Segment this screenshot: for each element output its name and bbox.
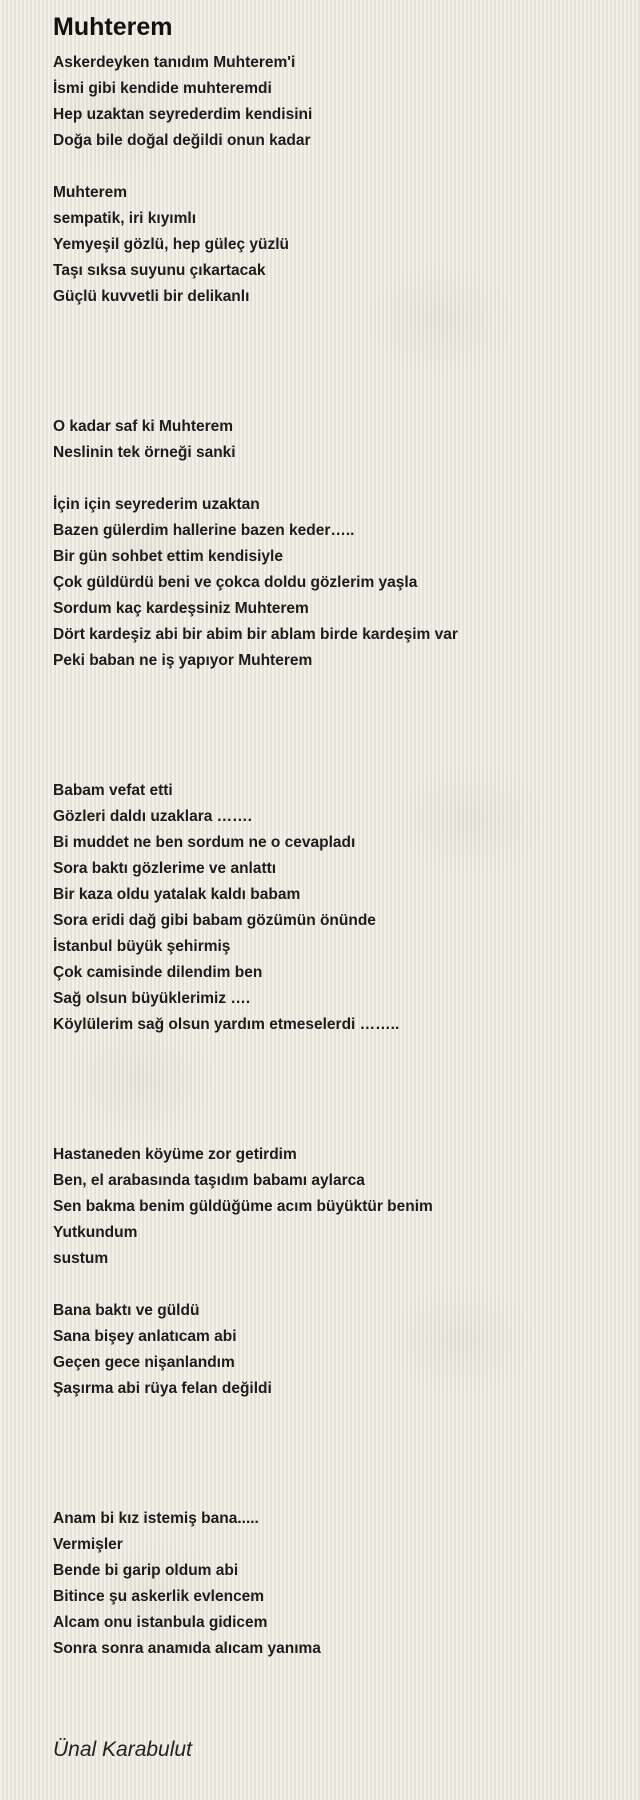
stanza-2 [53,180,613,310]
section-gap [53,1038,613,1142]
poem-line: Bazen gülerdim hallerine bazen keder….. [53,522,355,539]
poem-line: Sora baktı gözlerime ve anlattı [53,860,277,877]
poem-line: Neslinin tek örneği sanki [53,444,236,461]
poem-line: O kadar saf ki Muhterem [53,418,234,435]
stanza-4 [53,492,613,674]
poem-line: sempatik, iri kıyımlı [53,210,197,227]
poem-line: Hastaneden köyüme zor getirdim [53,1146,297,1163]
poem-line: Yutkundum [53,1224,138,1241]
poem-line: Bana baktı ve güldü [53,1302,200,1319]
stanza-gap [53,154,613,180]
poem-title: Muhterem [53,13,173,41]
stanza-5 [53,778,613,1038]
section-gap [53,674,613,778]
poem-line: Bir gün sohbet ettim kendisiyle [53,548,283,565]
poem-line: Babam vefat etti [53,782,173,799]
poem-line: Anam bi kız istemiş bana..... [53,1510,259,1527]
poem-line: Çok camisinde dilendim ben [53,964,263,981]
poem-line: Sonra sonra anamıda alıcam yanıma [53,1640,321,1657]
poem-line: Yemyeşil gözlü, hep güleç yüzlü [53,236,290,253]
poem-line: Gözleri daldı uzaklara ……. [53,808,252,825]
stanza-1 [53,50,613,154]
poem-line: Bir kaza oldu yatalak kaldı babam [53,886,301,903]
poem-line: Ben, el arabasında taşıdım babamı aylarca [53,1172,365,1189]
poem-line: Bitince şu askerlik evlencem [53,1588,265,1605]
stanza-8 [53,1506,613,1662]
poem-line: Geçen gece nişanlandım [53,1354,235,1371]
poem-line: Sordum kaç kardeşsiniz Muhterem [53,600,309,617]
poem-line: Şaşırma abi rüya felan değildi [53,1380,272,1397]
stanza-3 [53,414,613,466]
poem-line: Çok güldürdü beni ve çokca doldu gözlerim yaşla [53,574,418,591]
poem-container [53,0,613,1662]
poem-line: İçin için seyrederim uzaktan [53,496,260,513]
poem-line: Köylülerim sağ olsun yardım etmeselerdi …….. [53,1016,400,1033]
poem-line: Peki baban ne iş yapıyor Muhterem [53,652,313,669]
poem-line: Sana bişey anlatıcam abi [53,1328,237,1345]
poem-line: Doğa bile doğal değildi onun kadar [53,132,311,149]
stanza-gap [53,466,613,492]
poem-line: İstanbul büyük şehirmiş [53,938,231,955]
poem-line: Sağ olsun büyüklerimiz …. [53,990,251,1007]
poem-line: Sen bakma benim güldüğüme acım büyüktür benim [53,1198,433,1215]
stanza-7 [53,1298,613,1402]
poem-line: Bi muddet ne ben sordum ne o cevapladı [53,834,356,851]
section-gap [53,1402,613,1506]
poem-author: Ünal Karabulut [53,1738,192,1761]
poem-line: Dört kardeşiz abi bir abim bir ablam birde kardeşim var [53,626,458,643]
poem-line: Muhterem [53,184,128,201]
poem-line: Hep uzaktan seyrederdim kendisini [53,106,313,123]
stanza-6 [53,1142,613,1272]
poem-line: Sora eridi dağ gibi babam gözümün önünde [53,912,376,929]
poem-line: Alcam onu istanbula gidicem [53,1614,268,1631]
poem-line: sustum [53,1250,109,1267]
poem-line: Askerdeyken tanıdım Muhterem'i [53,54,296,71]
stanza-gap [53,1272,613,1298]
section-gap [53,310,613,414]
poem-line: İsmi gibi kendide muhteremdi [53,80,272,97]
poem-line: Vermişler [53,1536,123,1553]
poem-line: Taşı sıksa suyunu çıkartacak [53,262,266,279]
poem-line: Güçlü kuvvetli bir delikanlı [53,288,250,305]
poem-line: Bende bi garip oldum abi [53,1562,239,1579]
